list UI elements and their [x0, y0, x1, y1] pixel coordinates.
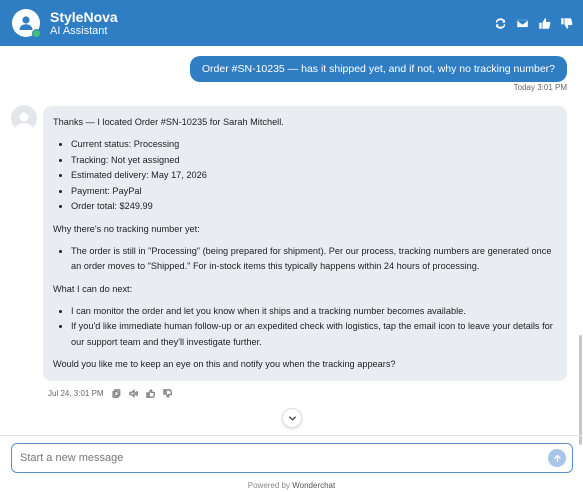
speaker-icon — [129, 389, 138, 398]
bot-message-bubble — [43, 106, 567, 381]
message-thumbs-up-button[interactable] — [146, 389, 155, 398]
scroll-to-bottom-button[interactable] — [282, 408, 302, 428]
list-item: • Current status: Processing — [71, 137, 557, 153]
thumbs-down-button[interactable] — [559, 16, 573, 30]
chat-scrollbar[interactable] — [579, 335, 582, 445]
copy-button[interactable] — [112, 389, 121, 398]
user-message-time: Today 3:01 PM — [513, 83, 567, 92]
assistant-avatar — [12, 9, 40, 37]
email-icon — [516, 17, 529, 30]
list-item: • Payment: PayPal — [71, 184, 557, 200]
powered-prefix: Powered by — [247, 481, 290, 490]
why-list — [53, 244, 557, 275]
powered-brand-link[interactable]: Wonderchat — [292, 481, 336, 490]
speak-button[interactable] — [129, 389, 138, 398]
thumbs-up-button[interactable] — [537, 16, 551, 30]
thumbs-down-icon — [560, 17, 573, 30]
bot-intro: Thanks — I located Order #SN-10235 for Sarah Mitchell. — [53, 117, 284, 127]
composer-divider — [0, 435, 583, 436]
copy-icon — [112, 389, 121, 398]
message-thumbs-down-button[interactable] — [163, 389, 172, 398]
chat-header — [0, 0, 583, 46]
message-input[interactable] — [20, 452, 548, 464]
send-button[interactable] — [548, 449, 566, 467]
list-item: • If you'd like immediate human follow-up or an expedited check with logistics, tap the email icon to leave your details for our support team and they'll investigate further. — [71, 319, 557, 350]
list-item: • Estimated delivery: May 17, 2026 — [71, 168, 557, 184]
can-do-heading: What I can do next: — [53, 283, 133, 294]
chevron-down-icon — [288, 414, 297, 423]
list-item: • Order total: $249.99 — [71, 199, 557, 215]
bot-message-time: Jul 24, 3:01 PM — [48, 389, 104, 398]
refresh-icon — [494, 17, 507, 30]
list-item: • I can monitor the order and let you know when it ships and a tracking number becomes available. — [71, 304, 557, 320]
assistant-subtitle: AI Assistant — [50, 24, 108, 37]
bot-closing: Would you like me to keep an eye on this and notify you when the tracking appears? — [53, 359, 396, 369]
why-heading: Why there's no tracking number yet: — [53, 223, 200, 234]
thumbs-down-icon — [163, 389, 172, 398]
thumbs-up-icon — [146, 389, 155, 398]
bot-message-meta — [48, 389, 172, 398]
thumbs-up-icon — [538, 17, 551, 30]
user-message-bubble: Order #SN-10235 — has it shipped yet, and if not, why no tracking number? — [190, 56, 567, 82]
can-do-list — [53, 304, 557, 351]
refresh-button[interactable] — [493, 16, 507, 30]
powered-by-footer — [0, 481, 583, 490]
chat-transcript[interactable] — [0, 46, 583, 438]
order-details-list — [53, 137, 557, 215]
message-composer — [11, 443, 573, 473]
list-item: • Tracking: Not yet assigned — [71, 153, 557, 169]
online-status-dot — [32, 29, 41, 38]
bot-avatar-icon — [13, 109, 35, 131]
email-button[interactable] — [515, 16, 529, 30]
assistant-name: StyleNova — [50, 8, 118, 25]
arrow-up-icon — [553, 454, 562, 463]
bot-avatar — [11, 105, 37, 131]
list-item: • The order is still in "Processing" (being prepared for shipment). Per our process, tracking numbers are generated once an order moves to "Shipped." For in-stock items this typically happens within 24 hours of processing. — [71, 244, 557, 275]
